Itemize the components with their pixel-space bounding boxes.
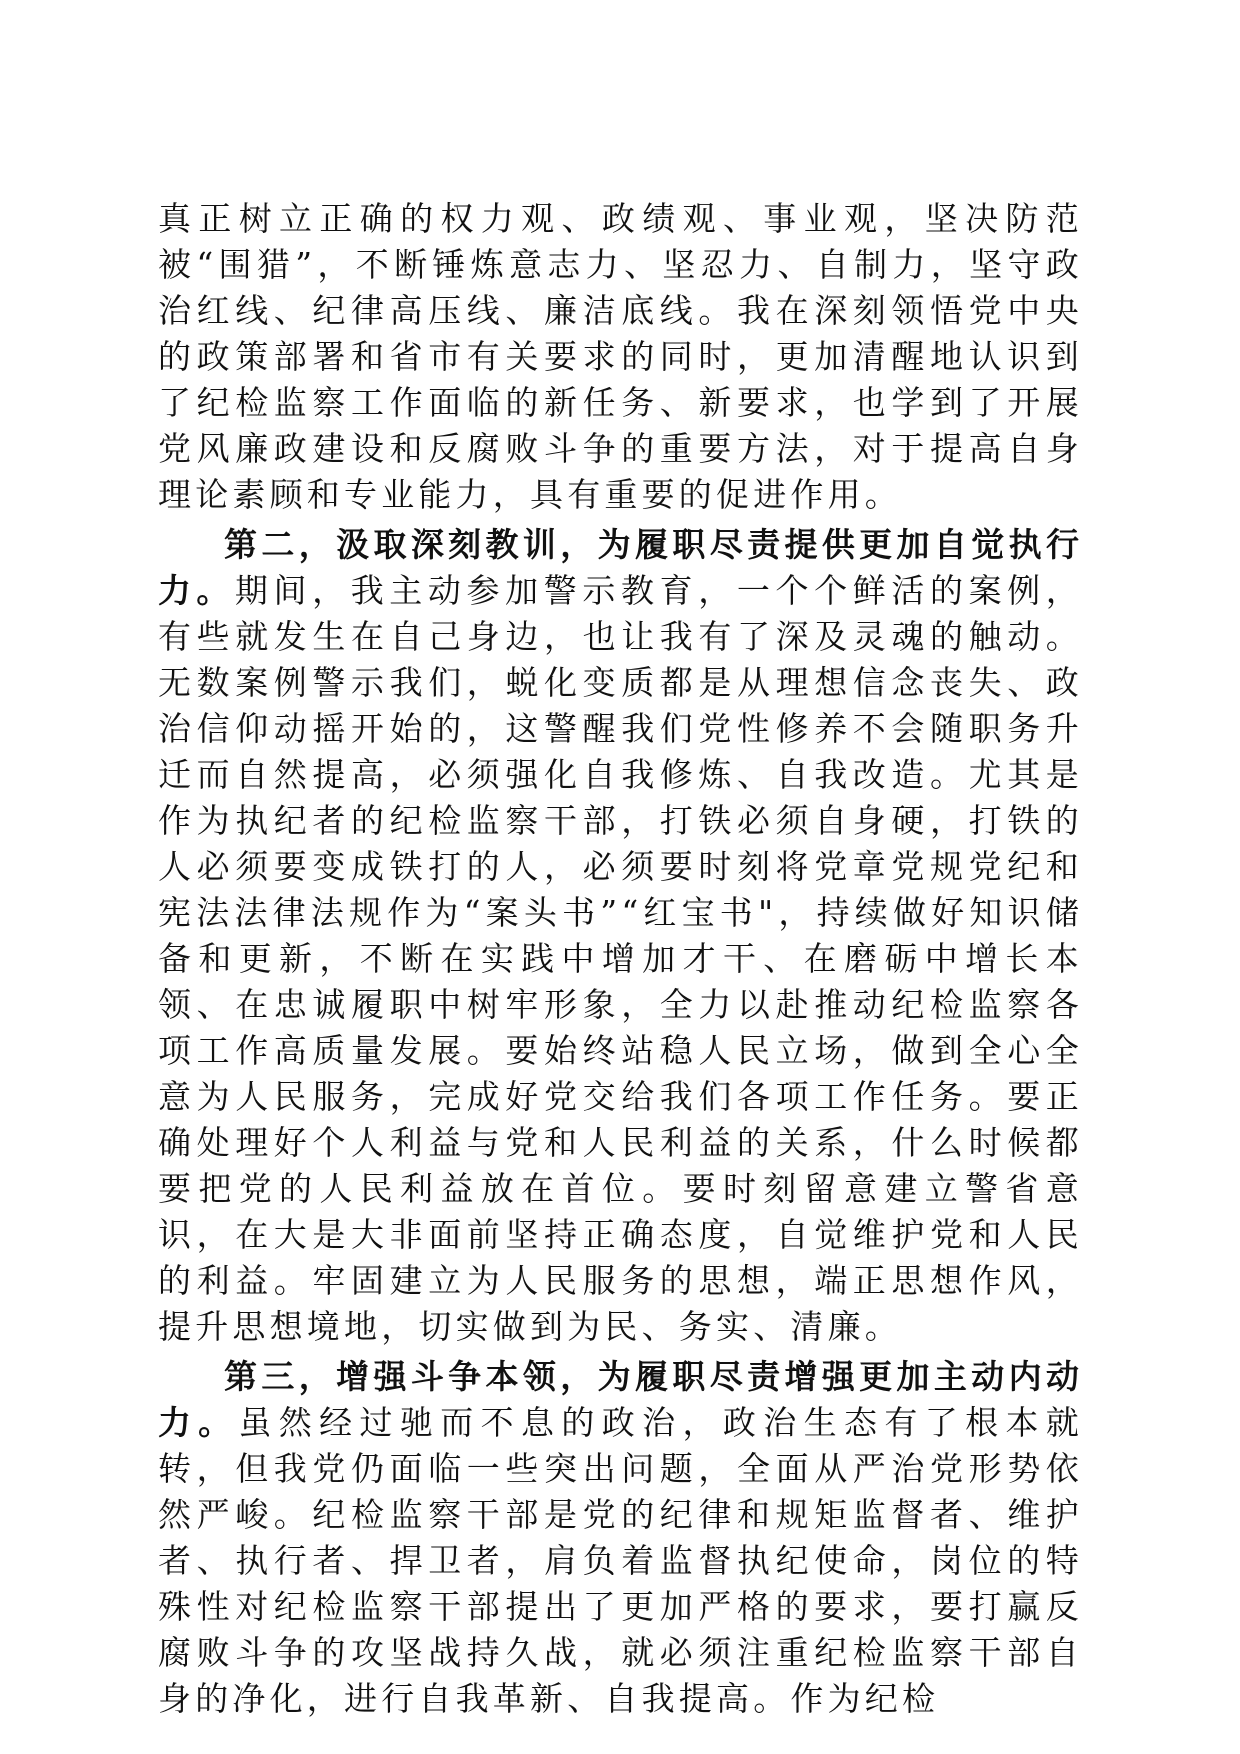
paragraph-2-text: 期间，我主动参加警示教育，一个个鲜活的案例，有些就发生在自己身边，也让我有了深及灵魂的触动。无数案例警示我们，蜕化变质都是从理想信念丧失、政治信仰动摇开始的，这警醒我们党性修养不会随职务升迁而自然提高，必须强化自我修炼、自我改造。尤其是作为执纪者的纪检监察干部，打铁必须自身硬，打铁的人必须要变成铁打的人，必须要时刻将党章党规党纪和宪法法律法规作为“案头书”“红宝书"，持续做好知识储备和更新，不断在实践中增加才干、在磨砺中增长本领、在忠诚履职中树牢形象，全力以赴推动纪检监察各项工作高质量发展。要始终站稳人民立场，做到全心全意为人民服务，完成好党交给我们各项工作任务。要正确处理好个人利益与党和人民利益的关系，什么时候都要把党的人民利益放在首位。要时刻留意建立警省意识，在大是大非面前坚持正确态度，自觉维护党和人民的利益。牢固建立为人民服务的思想，端正思想作风，提升思想境地，切实做到为民、务实、清廉。 <box>158 571 1084 1346</box>
paragraph-1 <box>158 196 1083 518</box>
document-body <box>158 196 1083 1722</box>
section-heading-2: 第二，汲取深刻教训，为履职尽责提供更加自觉执行力。 <box>158 525 1083 610</box>
paragraph-1-text: 真正树立正确的权力观、政绩观、事业观，坚决防范被“围猎”，不断锤炼意志力、坚忍力、自制力，坚守政治红线、纪律高压线、廉洁底线。我在深刻领悟党中央的政策部署和省市有关要求的同时，更加清醒地认识到了纪检监察工作面临的新任务、新要求，也学到了开展党风廉政建设和反腐败斗争的重要方法，对于提高自身理论素顾和专业能力，具有重要的促进作用。 <box>158 199 1083 514</box>
paragraph-2 <box>158 522 1083 1350</box>
paragraph-3-text: 虽然经过驰而不息的政治，政治生态有了根本就转，但我党仍面临一些突出问题，全面从严治党形势依然严峻。纪检监察干部是党的纪律和规矩监督者、维护者、执行者、捍卫者，肩负着监督执纪使命，岗位的特殊性对纪检监察干部提出了更加严格的要求，要打赢反腐败斗争的攻坚战持久战，就必须注重纪检监察干部自身的净化，进行自我革新、自我提高。作为纪检 <box>158 1403 1084 1718</box>
section-heading-3: 第三，增强斗争本领，为履职尽责增强更加主动内动力。 <box>158 1357 1083 1442</box>
paragraph-3 <box>158 1354 1083 1722</box>
